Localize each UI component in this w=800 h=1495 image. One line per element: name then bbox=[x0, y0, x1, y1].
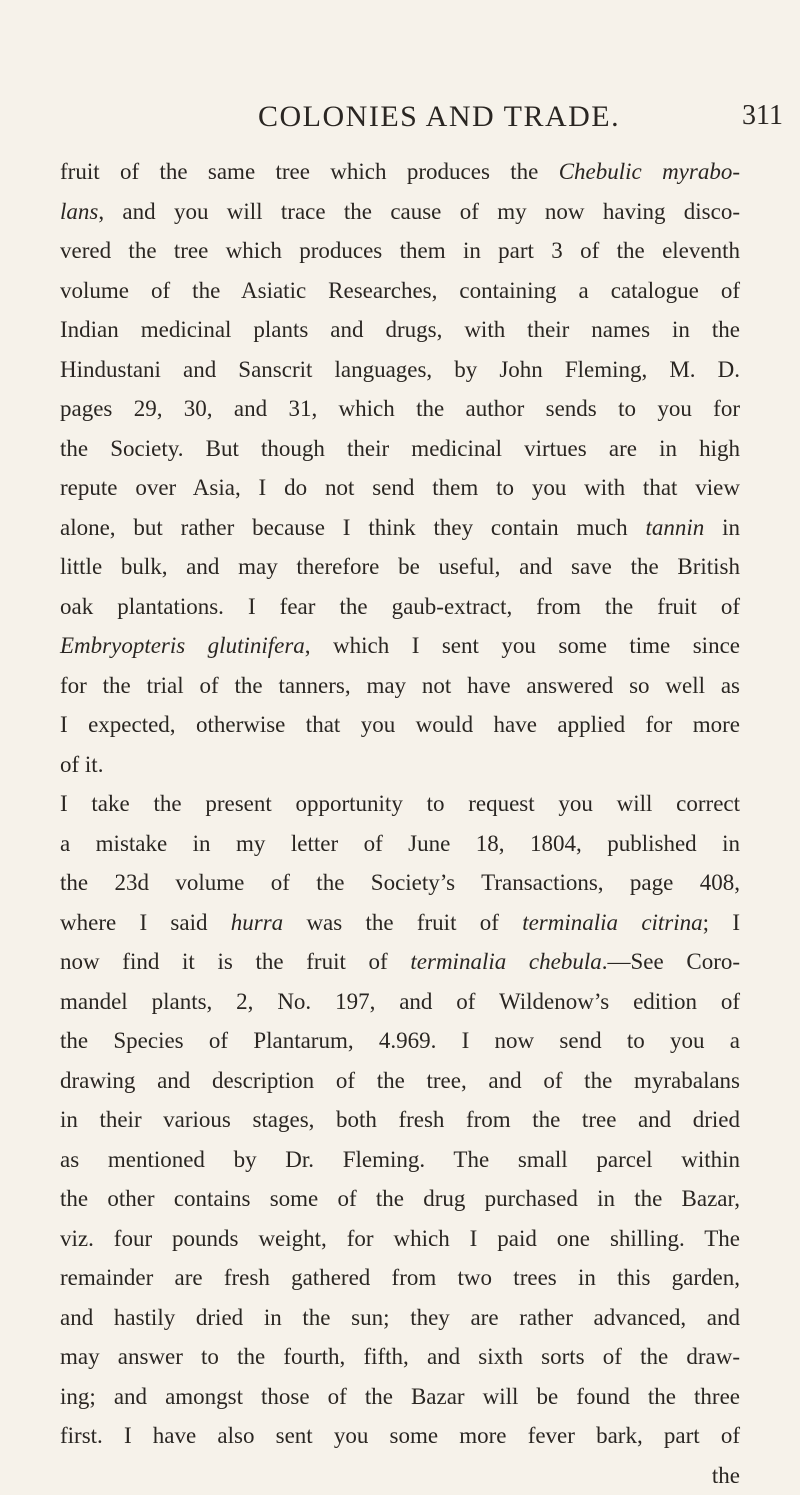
text-segment: I take the present opportunity to request you will correct bbox=[60, 791, 740, 816]
text-line bbox=[60, 824, 740, 864]
text-segment: the Society. But though their medicinal virtues are in high bbox=[60, 436, 740, 461]
text-segment: little bulk, and may therefore be useful, and save the British bbox=[60, 554, 740, 579]
text-segment: Hindustani and Sanscrit languages, by John Fleming, M. D. bbox=[60, 357, 740, 382]
text-line bbox=[60, 1021, 740, 1061]
text-segment: oak plantations. I fear the gaub-extract, from the fruit of bbox=[60, 594, 740, 619]
text-line bbox=[60, 231, 740, 271]
text-line bbox=[60, 547, 740, 587]
text-line bbox=[60, 784, 740, 824]
text-segment: volume of the Asiatic Researches, containing a catalogue of bbox=[60, 278, 740, 303]
text-segment: , which I sent you some time since bbox=[305, 633, 740, 658]
text-segment: fruit of the same tree which produces the bbox=[60, 159, 559, 184]
body-text bbox=[60, 152, 740, 1495]
text-line bbox=[60, 310, 740, 350]
text-segment: alone, but rather because I think they contain much bbox=[60, 515, 645, 540]
text-line bbox=[60, 1456, 740, 1495]
text-segment: repute over Asia, I do not send them to you with that view bbox=[60, 475, 740, 500]
text-line bbox=[60, 429, 740, 469]
text-line bbox=[60, 152, 740, 192]
text-segment: as mentioned by Dr. Fleming. The small parcel within bbox=[60, 1147, 740, 1172]
page-header bbox=[0, 100, 800, 140]
text-segment: viz. four pounds weight, for which I paid one shilling. The bbox=[60, 1226, 740, 1251]
text-line bbox=[60, 942, 740, 982]
text-segment: the Species of Plantarum, 4.969. I now send to you a bbox=[60, 1028, 740, 1053]
text-line bbox=[60, 1140, 740, 1180]
text-line bbox=[60, 468, 740, 508]
text-segment: vered the tree which produces them in part 3 of the eleventh bbox=[60, 238, 740, 263]
text-line bbox=[60, 389, 740, 429]
text-segment: may answer to the fourth, fifth, and sixth sorts of the draw- bbox=[60, 1344, 740, 1369]
text-line bbox=[60, 271, 740, 311]
text-segment: , and you will trace the cause of my now having disco- bbox=[98, 199, 740, 224]
text-segment: in bbox=[704, 515, 740, 540]
text-line bbox=[60, 1061, 740, 1101]
text-segment: for the trial of the tanners, may not have answered so well as bbox=[60, 673, 740, 698]
text-segment: ; I bbox=[703, 910, 740, 935]
text-segment: first. I have also sent you some more fever bark, part of bbox=[60, 1423, 740, 1448]
italic-term: hurra bbox=[231, 910, 283, 935]
italic-term: lans bbox=[60, 199, 98, 224]
text-line bbox=[60, 666, 740, 706]
italic-term: terminalia citrina bbox=[522, 910, 702, 935]
text-line bbox=[60, 1258, 740, 1298]
text-line bbox=[60, 903, 740, 943]
text-line bbox=[60, 705, 740, 745]
text-line bbox=[60, 192, 740, 232]
text-segment: of it. bbox=[60, 752, 103, 777]
text-segment: ing; and amongst those of the Bazar will be found the three bbox=[60, 1384, 740, 1409]
text-line bbox=[60, 982, 740, 1022]
text-segment: a mistake in my letter of June 18, 1804, published in bbox=[60, 831, 740, 856]
text-line bbox=[60, 1337, 740, 1377]
text-segment: .—See Coro- bbox=[602, 949, 740, 974]
text-segment: Indian medicinal plants and drugs, with their names in the bbox=[60, 317, 740, 342]
text-line bbox=[60, 350, 740, 390]
text-line bbox=[60, 1416, 740, 1456]
text-line bbox=[60, 1100, 740, 1140]
text-segment: the other contains some of the drug purchased in the Bazar, bbox=[60, 1186, 740, 1211]
text-segment: where I said bbox=[60, 910, 231, 935]
text-line bbox=[60, 626, 740, 666]
text-line bbox=[60, 587, 740, 627]
text-segment: remainder are fresh gathered from two trees in this garden, bbox=[60, 1265, 740, 1290]
text-segment: I expected, otherwise that you would have applied for more bbox=[60, 712, 740, 737]
text-line bbox=[60, 1219, 740, 1259]
italic-term: Chebulic myrabo- bbox=[559, 159, 740, 184]
italic-term: tannin bbox=[645, 515, 704, 540]
text-segment: drawing and description of the tree, and of the myrabalans bbox=[60, 1068, 740, 1093]
text-line bbox=[60, 1377, 740, 1417]
running-head: COLONIES AND TRADE. bbox=[258, 100, 620, 134]
text-segment: the bbox=[712, 1463, 740, 1488]
text-segment: in their various stages, both fresh from the tree and dried bbox=[60, 1107, 740, 1132]
text-segment: mandel plants, 2, No. 197, and of Wildenow’s edition of bbox=[60, 989, 740, 1014]
text-line bbox=[60, 863, 740, 903]
text-segment: now find it is the fruit of bbox=[60, 949, 410, 974]
text-line bbox=[60, 745, 740, 785]
text-line bbox=[60, 1179, 740, 1219]
italic-term: terminalia chebula bbox=[410, 949, 601, 974]
text-segment: and hastily dried in the sun; they are rather advanced, and bbox=[60, 1305, 740, 1330]
text-segment: pages 29, 30, and 31, which the author sends to you for bbox=[60, 396, 740, 421]
text-line bbox=[60, 508, 740, 548]
text-segment: the 23d volume of the Society’s Transactions, page 408, bbox=[60, 870, 740, 895]
text-segment: was the fruit of bbox=[283, 910, 522, 935]
page-number: 311 bbox=[742, 100, 783, 132]
text-line bbox=[60, 1298, 740, 1338]
italic-term: Embryopteris glutinifera bbox=[60, 633, 305, 658]
